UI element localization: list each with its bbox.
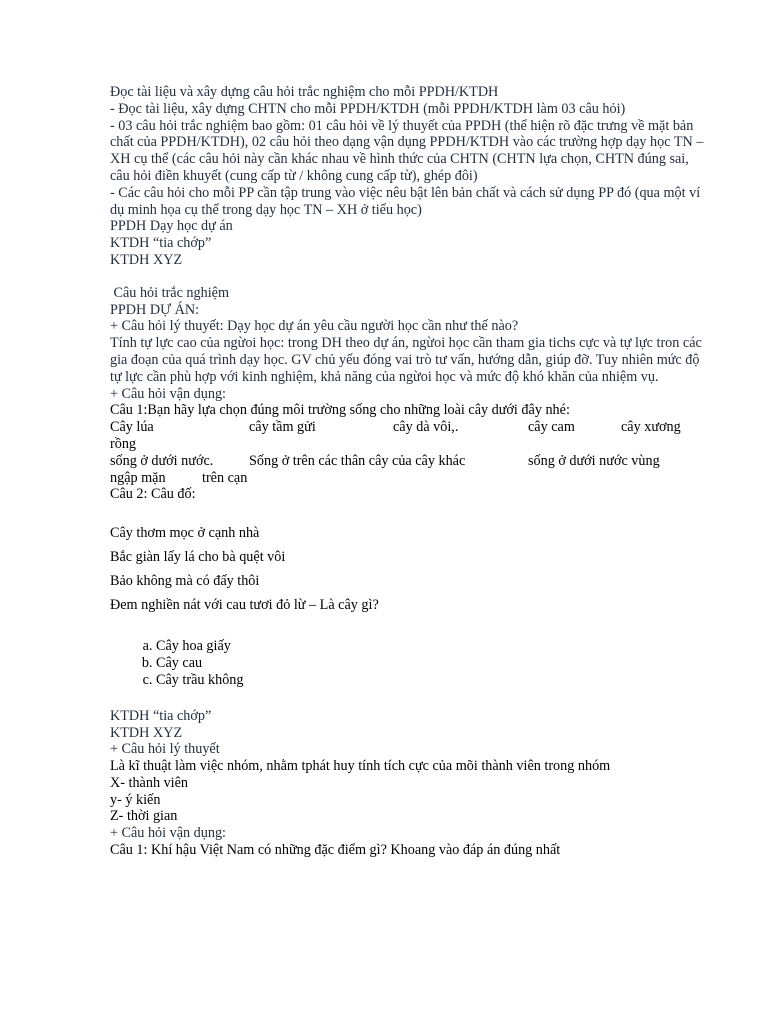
habitat-item: Sống ở trên các thân cây của cây khác [249,452,466,469]
answer-options [110,638,710,688]
answer-option: a. Cây hoa giấy [156,638,710,655]
topic-item: KTDH XYZ [110,251,183,268]
ktdh-xyz: KTDH XYZ [110,724,183,741]
habitat-item: sống ở dưới nước vùng [528,452,660,469]
intro-line: - Các câu hỏi cho mỗi PP cần tập trung vào việc nêu bật lên bản chất và cách sử dụng PP đó (qua một ví dụ minh họa cụ thể trong dạy học TN – XH ở tiểu học) [110,184,701,218]
ktdh-apply-block [110,825,710,842]
topic-item: PPDH Dạy học dự án [110,218,233,235]
xyz-y: y- ý kiến [110,791,161,808]
habitat-item: ngập mặn [110,469,166,486]
intro-line: - 03 câu hỏi trắc nghiệm bao gồm: 01 câu hỏi về lý thuyết của PPDH (thể hiện rõ đặc trưng về mặt bản chất của PPDH/KTDH), 02 câu hỏi theo dạng vận dụng PPDH/KTDH vào các trường hợp dạy học TN – XH cụ thể (các câu hỏi này cần khác nhau về hình thức của CHTN (CHTN lựa chọn, CHTN đúng sai, câu hỏi điền khuyết (cung cấp từ / không cung cấp từ), ghép đôi) [110,117,704,184]
theory-text: Là kĩ thuật làm việc nhóm, nhằm tphát huy tính tích cực của mõi thành viên trong nhóm [110,758,611,775]
riddle-line: Bảo không mà có đấy thôi [110,572,260,589]
plants-row [110,419,710,436]
habitats-row-wrap [110,470,710,487]
topic-item: KTDH “tia chớp” [110,235,212,252]
section-title: Câu hỏi trắc nghiệm [110,284,229,301]
document-page [110,84,710,859]
xyz-x: X- thành viên [110,774,189,791]
habitats-row [110,453,710,470]
answer-option: b. Cây cau [156,655,710,672]
apply-label: + Câu hỏi vận dụng: [110,385,226,402]
riddle-line: Cây thơm mọc ở cạnh nhà [110,525,260,542]
theory-answer: Tính tự lực cao của ngừoi học: trong DH theo dự án, ngừoi học cần tham gia tichs cực và tự lực tron các gia đoạn của quá trình dạy học. GV chủ yếu đóng vai trò tư vấn, hướng dẫn, giúp đỡ. Tuy nhiên mức độ tự lực cần phù hợp với kinh nghiệm, khả năng của ngừoi học và mức độ khó khăn của nhiệm vụ. [110,335,702,385]
ktdh-theory-block [110,758,710,825]
intro-line: - Đọc tài liệu, xây dựng CHTN cho mỗi PPDH/KTDH (mỗi PPDH/KTDH làm 03 câu hỏi) [110,100,626,117]
riddle-line: Bắc giàn lấy lá cho bà quệt vôi [110,548,286,565]
riddle-line: Đem nghiền nát với cau tươi đỏ lừ – Là cây gì? [110,596,379,613]
habitat-item: sống ở dưới nước. [110,452,214,469]
plant-item: cây cam [528,419,575,436]
apply-label: + Câu hỏi vận dụng: [110,825,226,842]
ktdh-block [110,708,710,758]
project-section [110,285,710,403]
intro-block [110,84,710,269]
question-2: Câu 2: Câu đố: [110,486,196,503]
intro-line: Đọc tài liệu và xây dựng câu hỏi trắc nghiệm cho mỗi PPDH/KTDH [110,84,499,100]
riddle-block [110,525,710,613]
answer-option: c. Cây trầu không [156,672,710,689]
theory-label: + Câu hỏi lý thuyết [110,741,220,758]
habitat-item: trên cạn [202,469,248,486]
plant-item: Cây lúa [110,419,154,436]
plant-item: cây dà vôi,. [393,419,459,436]
plant-item: cây xương [621,419,681,436]
xyz-z: Z- thời gian [110,808,178,825]
ktdh-tia-chop: KTDH “tia chớp” [110,707,212,724]
question-1-block [110,402,710,503]
project-heading: PPDH DỰ ÁN: [110,301,200,318]
ktdh-question-1: Câu 1: Khí hậu Việt Nam có những đặc điểm gì? Khoang vào đáp án đúng nhất [110,842,561,859]
question-1: Câu 1:Bạn hãy lựa chọn đúng môi trường sống cho những loài cây dưới đây nhé: [110,402,570,419]
plant-item: cây tầm gửi [249,419,316,436]
theory-question: + Câu hỏi lý thuyết: Dạy học dự án yêu cầu người học cần như thế nào? [110,318,519,335]
plant-item-wrap: rồng [110,435,137,452]
